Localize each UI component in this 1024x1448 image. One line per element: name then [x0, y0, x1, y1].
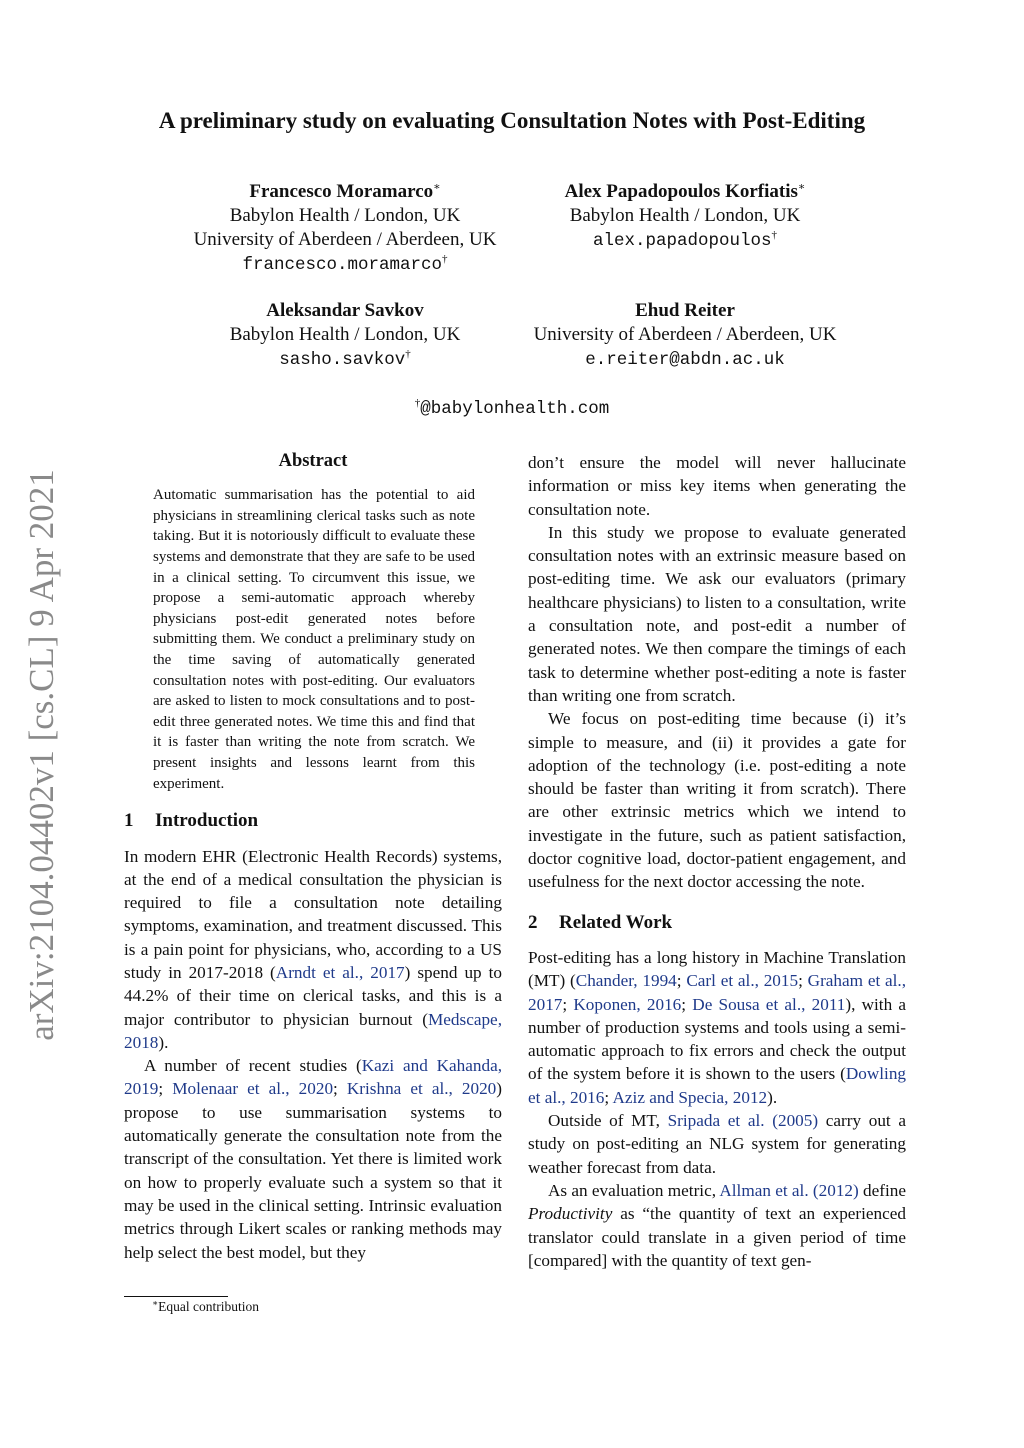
author-block-2: [500, 180, 870, 253]
email-domain: @babylonhealth.com: [420, 399, 610, 419]
citation-link[interactable]: Kazi and Kahanda, 2019: [124, 1056, 502, 1099]
author-name: Ehud Reiter: [635, 300, 735, 321]
section-heading-introduction: 1 Introduction: [124, 810, 259, 832]
citation-link[interactable]: Dowling et al., 2016: [528, 1064, 906, 1107]
citation-link[interactable]: Aziz and Specia, 2012: [612, 1087, 768, 1107]
author-name: Francesco Moramarco: [249, 181, 434, 202]
author-email[interactable]: francesco.moramarco: [242, 255, 443, 275]
citation-link[interactable]: Graham et al., 2017: [528, 971, 907, 1014]
citation-link[interactable]: Molenaar et al., 2020: [172, 1079, 334, 1099]
author-affiliation: University of Aberdeen / Aberdeen, UK: [533, 324, 837, 345]
email-domain-mark: †: [405, 348, 411, 360]
right-paragraph-continued: don’t ensure the model will never hallucinate information or miss key items when generating the consultation note.: [528, 453, 906, 519]
footnote: ∗Equal contribution: [152, 1298, 259, 1314]
author-affiliation: Babylon Health / London, UK: [229, 205, 461, 226]
left-column: [124, 450, 502, 1264]
equal-contribution-mark: ∗: [433, 181, 441, 193]
paper-title: A preliminary study on evaluating Consultation Notes with Post-Editing: [158, 108, 866, 133]
abstract-text: Automatic summarisation has the potential to aid physicians in streamlining clerical tasks such as note taking. But it is notoriously difficult to evaluate these systems and demonstrate that they are safe to be used in a clinical setting. To circumvent this issue, we propose a semi-automatic approach whereby physicians post-edit generated notes before submitting them. We conduct a preliminary study on the time saving of automatically generated consultation notes with post-editing. Our evaluators are asked to listen to mock consultations and to post-edit three generated notes. We time this and find that it is faster than writing the note from scratch. We present insights and lessons learnt from this experiment.: [153, 487, 475, 792]
citation-link[interactable]: De Sousa et al., 2011: [692, 994, 846, 1014]
email-domain-note: [0, 396, 1024, 421]
author-name: Aleksandar Savkov: [266, 300, 424, 321]
related-paragraph-2: Outside of MT, Sripada et al. (2005) carry out a study on post-editing an NLG system for generating weather forecast from data.: [528, 1111, 907, 1177]
author-block-4: [500, 299, 870, 372]
citation-link[interactable]: Koponen, 2016: [573, 994, 682, 1014]
right-column: [528, 451, 906, 1272]
intro-paragraph-1: In modern EHR (Electronic Health Records) systems, at the end of a medical consultation the physician is required to file a consultation note detailing symptoms, examination, and treatment discussed. This is a pain point for physicians, who, according to a US study in 2017-2018 (Arndt et al., 2017) spend up to 44.2% of their time on clerical tasks, and this is a major contributor to physician burnout (Medscape, 2018).: [124, 846, 502, 1052]
abstract-heading: Abstract: [278, 451, 348, 471]
related-paragraph-3: As an evaluation metric, Allman et al. (2012) define Productivity as “the quantity of text an experienced translator could translate in a given period of time [compared] with the quantity of text gen-: [528, 1180, 906, 1270]
citation-link[interactable]: Allman et al. (2012): [719, 1180, 859, 1200]
author-email[interactable]: alex.papadopoulos: [592, 231, 772, 251]
footnote-rule: [124, 1296, 228, 1297]
right-paragraph-1: In this study we propose to evaluate generated consultation notes with an extrinsic measure based on post-editing time. We ask our evaluators (primary healthcare physicians) to listen to a consultation, write a consultation note, and post-edit a number of generated notes. We then compare the timings of each task to determine whether post-editing a note is faster than writing one from scratch.: [528, 522, 906, 705]
section-heading-related-work: 2 Related Work: [528, 911, 673, 933]
citation-link[interactable]: Krishna et al., 2020: [346, 1079, 497, 1099]
intro-paragraph-2: A number of recent studies (Kazi and Kahanda, 2019; Molenaar et al., 2020; Krishna et al., 2020) propose to use summarisation systems to automatically generate the consultation note from the transcript of the consultation. Yet there is limited work on how to properly evaluate such a system so that it may be used in the clinical setting. Intrinsic evaluation metrics through Likert scales or ranking methods may help select the best model, but they: [124, 1056, 502, 1262]
citation-link[interactable]: Sripada et al. (2005): [667, 1111, 819, 1131]
author-affiliation: University of Aberdeen / Aberdeen, UK: [193, 229, 497, 250]
author-block-3: [150, 299, 540, 372]
author-email[interactable]: sasho.savkov: [279, 350, 406, 370]
email-domain-mark: †: [442, 253, 448, 265]
author-affiliation: Babylon Health / London, UK: [569, 205, 801, 226]
citation-link[interactable]: Chander, 1994: [575, 971, 677, 991]
author-name: Alex Papadopoulos Korfiatis: [564, 181, 798, 202]
citation-link[interactable]: Arndt et al., 2017: [275, 962, 405, 982]
email-domain-mark: †: [771, 229, 778, 241]
equal-contribution-mark: ∗: [797, 181, 806, 193]
author-affiliation: Babylon Health / London, UK: [229, 324, 461, 345]
emphasis-term: Productivity: [528, 1204, 613, 1224]
author-block-1: [150, 180, 540, 277]
arxiv-side-stamp: arXiv:2104.04402v1 [cs.CL] 9 Apr 2021: [22, 469, 61, 1041]
right-paragraph-2: We focus on post-editing time because (i) it’s simple to measure, and (ii) it provides a gate for adoption of the technology (i.e. post-editing a note should be faster than writing it from scratch). There are other extrinsic metrics which we intend to investigate in the future, such as patient satisfaction, doctor cognitive load, doctor-patient engagement, and usefulness for the next doctor accessing the note.: [528, 709, 906, 892]
author-email[interactable]: e.reiter@abdn.ac.uk: [585, 350, 785, 370]
domain-mark: †: [414, 397, 421, 409]
related-paragraph-1: Post-editing has a long history in Machine Translation (MT) (Chander, 1994; Carl et al., 2015; Graham et al., 2017; Koponen, 2016; De Sousa et al., 2011), with a number of production systems and tools using a semi-automatic approach to fix errors and check the output of the system before it is shown to the users (Dowling et al., 2016; Aziz and Specia, 2012).: [528, 947, 907, 1107]
citation-link[interactable]: Carl et al., 2015: [686, 971, 799, 991]
citation-link[interactable]: Medscape, 2018: [124, 1009, 502, 1052]
